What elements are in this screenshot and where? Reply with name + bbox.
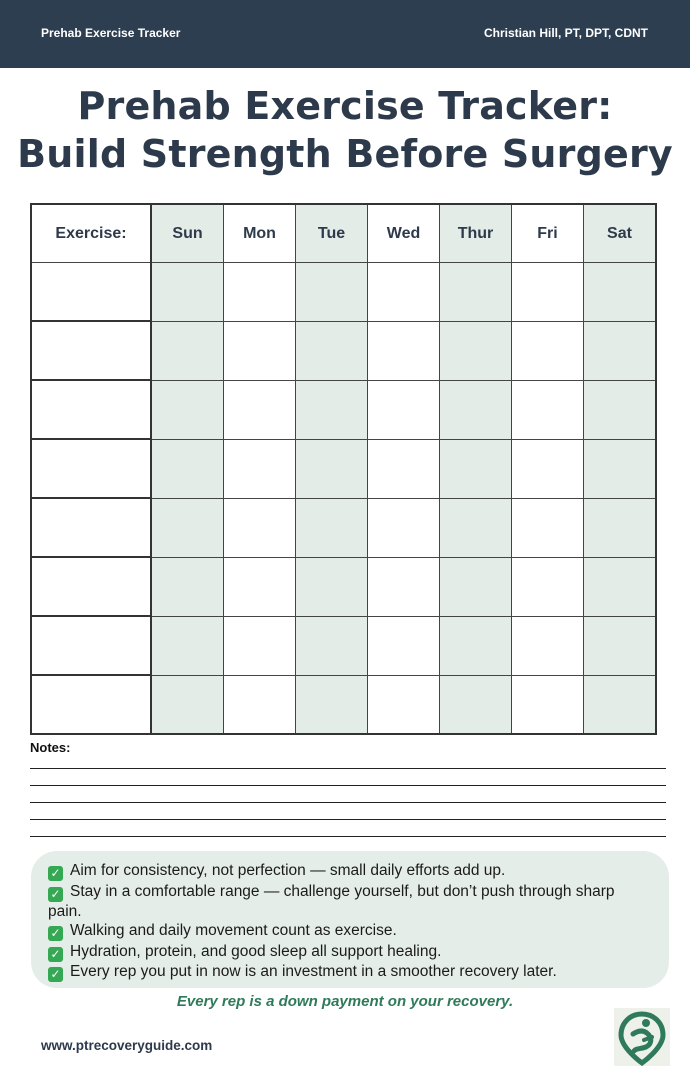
tip-item xyxy=(48,962,649,982)
day-cell-sat[interactable] xyxy=(584,616,657,675)
day-cell-mon[interactable] xyxy=(224,263,296,322)
tips-list xyxy=(31,851,669,982)
day-cell-wed[interactable] xyxy=(368,498,440,557)
page-title xyxy=(0,82,690,178)
day-cell-sat[interactable] xyxy=(584,263,657,322)
header-title: Prehab Exercise Tracker xyxy=(41,26,181,40)
day-cell-wed[interactable] xyxy=(368,616,440,675)
tip-item xyxy=(48,861,649,881)
day-cell-sat[interactable] xyxy=(584,321,657,380)
tracker-row xyxy=(31,263,656,322)
day-cell-fri[interactable] xyxy=(512,439,584,498)
day-cell-sat[interactable] xyxy=(584,439,657,498)
day-cell-sun[interactable] xyxy=(151,321,224,380)
day-cell-sun[interactable] xyxy=(151,557,224,616)
day-cell-mon[interactable] xyxy=(224,380,296,439)
tracker-row xyxy=(31,321,656,380)
day-cell-thur[interactable] xyxy=(440,498,512,557)
tip-text: Every rep you put in now is an investment in a smoother recovery later. xyxy=(70,963,557,980)
tracker-row xyxy=(31,380,656,439)
day-header-mon: Mon xyxy=(224,204,296,263)
check-mark-icon: ✓ xyxy=(48,926,63,941)
tip-text: Hydration, protein, and good sleep all support healing. xyxy=(70,942,442,960)
tracker-row xyxy=(31,439,656,498)
header-author: Christian Hill, PT, DPT, CDNT xyxy=(483,26,648,40)
day-header-fri: Fri xyxy=(512,204,584,263)
day-header-thur: Thur xyxy=(440,204,512,263)
day-cell-fri[interactable] xyxy=(512,557,584,616)
day-cell-wed[interactable] xyxy=(368,380,440,439)
day-cell-sun[interactable] xyxy=(151,439,224,498)
tip-text: Stay in a comfortable range — challenge yourself, but don’t push through sharp pain. xyxy=(48,882,615,920)
day-cell-wed[interactable] xyxy=(368,439,440,498)
day-cell-thur[interactable] xyxy=(440,321,512,380)
check-mark-icon: ✓ xyxy=(48,887,63,902)
tracker-row xyxy=(31,498,656,557)
day-cell-tue[interactable] xyxy=(296,498,368,557)
check-mark-icon: ✓ xyxy=(48,866,63,881)
tracker-header-row xyxy=(31,204,656,263)
notes-line xyxy=(30,785,666,786)
exercise-cell[interactable] xyxy=(31,263,151,322)
day-cell-mon[interactable] xyxy=(224,616,296,675)
tip-item xyxy=(48,882,649,921)
tracker-row xyxy=(31,557,656,616)
day-cell-tue[interactable] xyxy=(296,263,368,322)
tips-box xyxy=(31,851,669,988)
tracker-row xyxy=(31,675,656,734)
header-bar xyxy=(0,0,690,68)
location-pin-person-icon xyxy=(614,1008,670,1066)
day-cell-tue[interactable] xyxy=(296,439,368,498)
day-cell-thur[interactable] xyxy=(440,439,512,498)
day-cell-fri[interactable] xyxy=(512,263,584,322)
day-cell-fri[interactable] xyxy=(512,321,584,380)
exercise-cell[interactable] xyxy=(31,498,151,557)
exercise-cell[interactable] xyxy=(31,616,151,675)
day-header-tue: Tue xyxy=(296,204,368,263)
day-cell-wed[interactable] xyxy=(368,263,440,322)
day-cell-mon[interactable] xyxy=(224,439,296,498)
day-cell-tue[interactable] xyxy=(296,380,368,439)
day-cell-tue[interactable] xyxy=(296,616,368,675)
notes-line xyxy=(30,768,666,769)
notes-line xyxy=(30,819,666,820)
exercise-tracker-table xyxy=(30,203,657,735)
check-mark-icon: ✓ xyxy=(48,947,63,962)
day-cell-mon[interactable] xyxy=(224,321,296,380)
day-cell-sun[interactable] xyxy=(151,675,224,734)
day-cell-mon[interactable] xyxy=(224,498,296,557)
tip-text: Aim for consistency, not perfection — small daily efforts add up. xyxy=(70,862,506,879)
exercise-cell[interactable] xyxy=(31,321,151,380)
day-cell-mon[interactable] xyxy=(224,675,296,734)
logo xyxy=(614,1008,670,1066)
day-header-wed: Wed xyxy=(368,204,440,263)
day-cell-thur[interactable] xyxy=(440,263,512,322)
tagline: Every rep is a down payment on your recovery. xyxy=(176,993,514,1010)
day-cell-sat[interactable] xyxy=(584,498,657,557)
day-header-sat: Sat xyxy=(584,204,657,263)
day-cell-sun[interactable] xyxy=(151,616,224,675)
day-cell-sun[interactable] xyxy=(151,263,224,322)
day-cell-mon[interactable] xyxy=(224,557,296,616)
day-cell-sat[interactable] xyxy=(584,380,657,439)
day-cell-tue[interactable] xyxy=(296,675,368,734)
day-cell-sat[interactable] xyxy=(584,675,657,734)
tracker-row xyxy=(31,616,656,675)
day-cell-sun[interactable] xyxy=(151,498,224,557)
exercise-cell[interactable] xyxy=(31,380,151,439)
day-cell-thur[interactable] xyxy=(440,557,512,616)
day-header-sun: Sun xyxy=(151,204,224,263)
day-cell-fri[interactable] xyxy=(512,380,584,439)
footer-url[interactable]: www.ptrecoveryguide.com xyxy=(41,1038,213,1053)
day-cell-tue[interactable] xyxy=(296,321,368,380)
day-cell-wed[interactable] xyxy=(368,321,440,380)
exercise-cell[interactable] xyxy=(31,557,151,616)
day-cell-wed[interactable] xyxy=(368,675,440,734)
check-mark-icon: ✓ xyxy=(48,967,63,982)
day-cell-thur[interactable] xyxy=(440,675,512,734)
tip-text: Walking and daily movement count as exercise. xyxy=(70,922,397,939)
page-title-line-1: Prehab Exercise Tracker: xyxy=(77,84,613,128)
page-title-line-2: Build Strength Before Surgery xyxy=(17,132,673,176)
notes-line xyxy=(30,802,666,803)
day-cell-sat[interactable] xyxy=(584,557,657,616)
day-cell-fri[interactable] xyxy=(512,498,584,557)
day-cell-wed[interactable] xyxy=(368,557,440,616)
tip-item xyxy=(48,921,649,941)
day-cell-thur[interactable] xyxy=(440,616,512,675)
day-cell-fri[interactable] xyxy=(512,675,584,734)
notes-line xyxy=(30,836,666,837)
day-cell-fri[interactable] xyxy=(512,616,584,675)
exercise-cell[interactable] xyxy=(31,439,151,498)
day-cell-sun[interactable] xyxy=(151,380,224,439)
day-cell-thur[interactable] xyxy=(440,380,512,439)
exercise-column-header: Exercise: xyxy=(31,204,151,263)
notes-label: Notes: xyxy=(30,740,71,755)
day-cell-tue[interactable] xyxy=(296,557,368,616)
tip-item xyxy=(48,942,649,962)
exercise-cell[interactable] xyxy=(31,675,151,734)
